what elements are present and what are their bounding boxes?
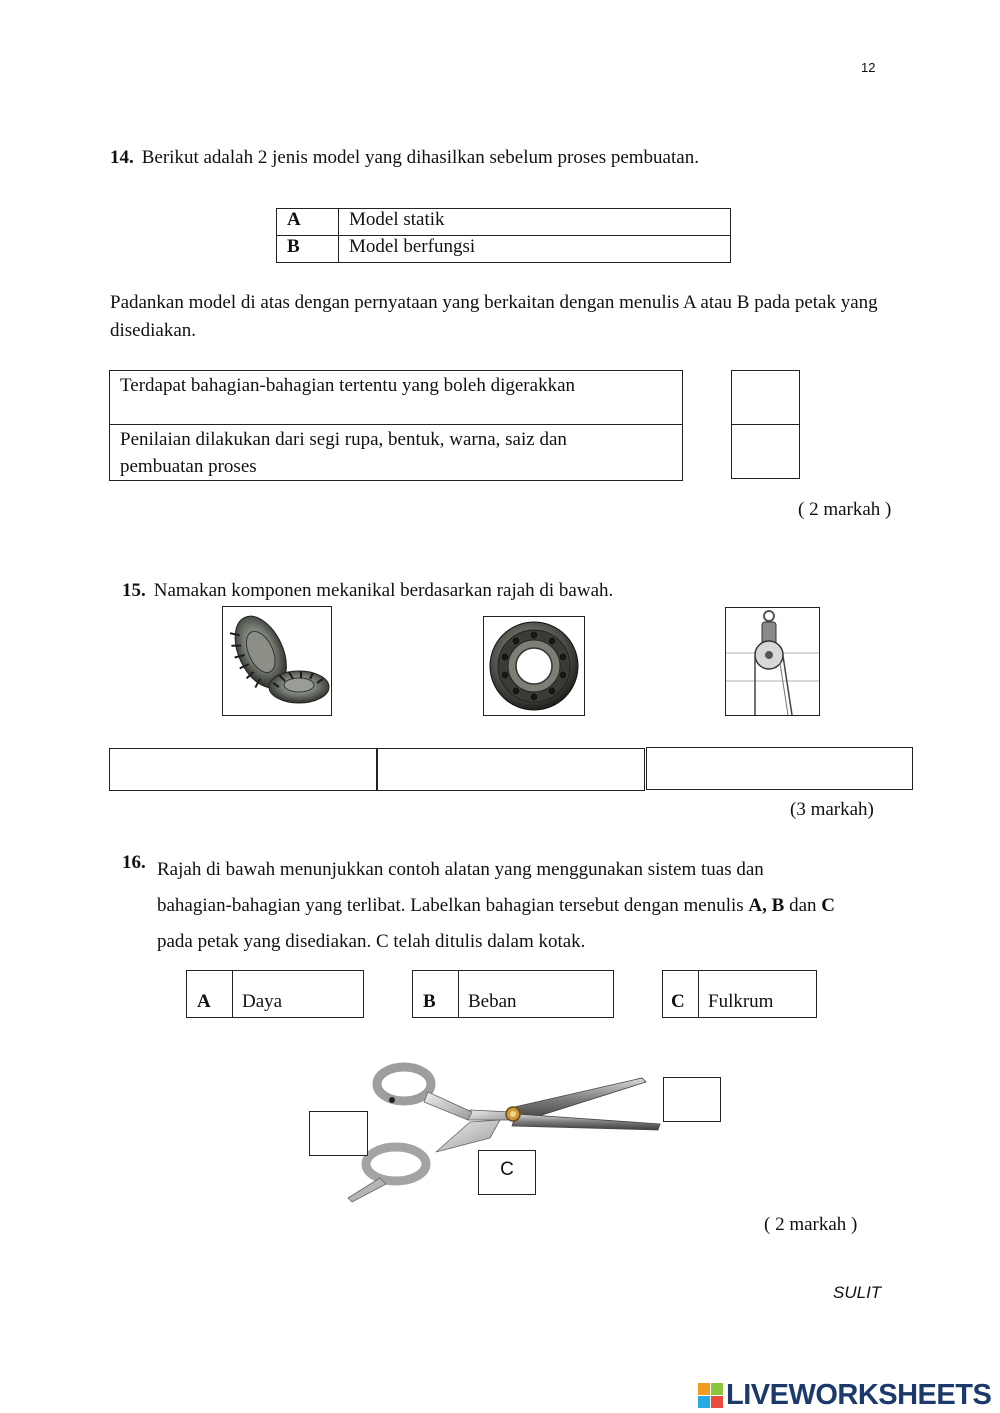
- legend-label: Beban: [468, 991, 517, 1012]
- q14-statement: Terdapat bahagian-bahagian tertentu yang boleh digerakkan: [110, 371, 683, 425]
- sulit-label: SULIT: [833, 1283, 882, 1302]
- q16-question: [157, 852, 917, 960]
- q16-legend-b: [412, 970, 614, 1018]
- q16-marks: ( 2 markah ): [764, 1214, 858, 1235]
- pulley-icon: [726, 608, 819, 715]
- q16-legend-c: [662, 970, 817, 1018]
- page-number: 12: [861, 60, 876, 75]
- q16-number: 16.: [122, 852, 146, 873]
- legend-key: A: [187, 971, 233, 1017]
- scissor-box-fulcrum: C: [478, 1150, 536, 1195]
- q14-options-table: [276, 208, 731, 263]
- pulley-image: [725, 607, 820, 716]
- scissor-box-left[interactable]: [309, 1111, 368, 1156]
- legend-key: C: [663, 971, 699, 1017]
- q14-number: 14.: [110, 147, 134, 168]
- liveworksheets-logo: [698, 1378, 991, 1412]
- legend-label: Fulkrum: [708, 991, 774, 1012]
- ball-bearing-icon: [484, 617, 584, 715]
- q14-question: [110, 147, 699, 169]
- q15-marks: (3 markah): [790, 799, 874, 820]
- q14-statements-table: [109, 370, 683, 481]
- q15-answer-box-3[interactable]: [646, 747, 913, 790]
- q14-statement: Penilaian dilakukan dari segi rupa, bentuk, warna, saiz dan pembuatan proses: [110, 425, 683, 481]
- q15-answer-box-1[interactable]: [109, 748, 377, 791]
- q15-answer-box-2[interactable]: [377, 748, 645, 791]
- q14-option-key: B: [277, 236, 339, 263]
- q16-legend-a: [186, 970, 364, 1018]
- scissor-box-right[interactable]: [663, 1077, 721, 1122]
- q16-line3: pada petak yang disediakan. C telah ditulis dalam kotak.: [157, 931, 586, 952]
- ball-bearing-image: [483, 616, 585, 716]
- q14-marks: ( 2 markah ): [798, 499, 892, 520]
- q16-line1: Rajah di bawah menunjukkan contoh alatan yang menggunakan sistem tuas dan: [157, 859, 764, 880]
- legend-label: Daya: [242, 991, 283, 1012]
- q14-answer-box-1[interactable]: [731, 370, 800, 425]
- bevel-gear-icon: [223, 607, 331, 715]
- q14-instruction: Padankan model di atas dengan pernyataan yang berkaitan dengan menulis A atau B pada petak yang disediakan.: [110, 292, 878, 341]
- legend-key: B: [413, 971, 459, 1017]
- brand-name: LIVEWORKSHEETS: [726, 1378, 992, 1411]
- q14-answer-box-2[interactable]: [731, 424, 800, 479]
- q15-number: 15.: [122, 580, 146, 601]
- q16-line2: bahagian-bahagian yang terlibat. Labelkan bahagian tersebut dengan menulis A, B dan C: [157, 895, 835, 916]
- q14-option-key: A: [277, 209, 339, 236]
- q14-option-label: Model statik: [339, 209, 731, 236]
- q14-text: Berikut adalah 2 jenis model yang dihasilkan sebelum proses pembuatan.: [141, 147, 699, 168]
- logo-mark-icon: [698, 1383, 723, 1408]
- bevel-gear-image: [222, 606, 332, 716]
- q14-option-label: Model berfungsi: [339, 236, 731, 263]
- q15-question: [122, 580, 613, 602]
- q15-text: Namakan komponen mekanikal berdasarkan rajah di bawah.: [153, 580, 614, 601]
